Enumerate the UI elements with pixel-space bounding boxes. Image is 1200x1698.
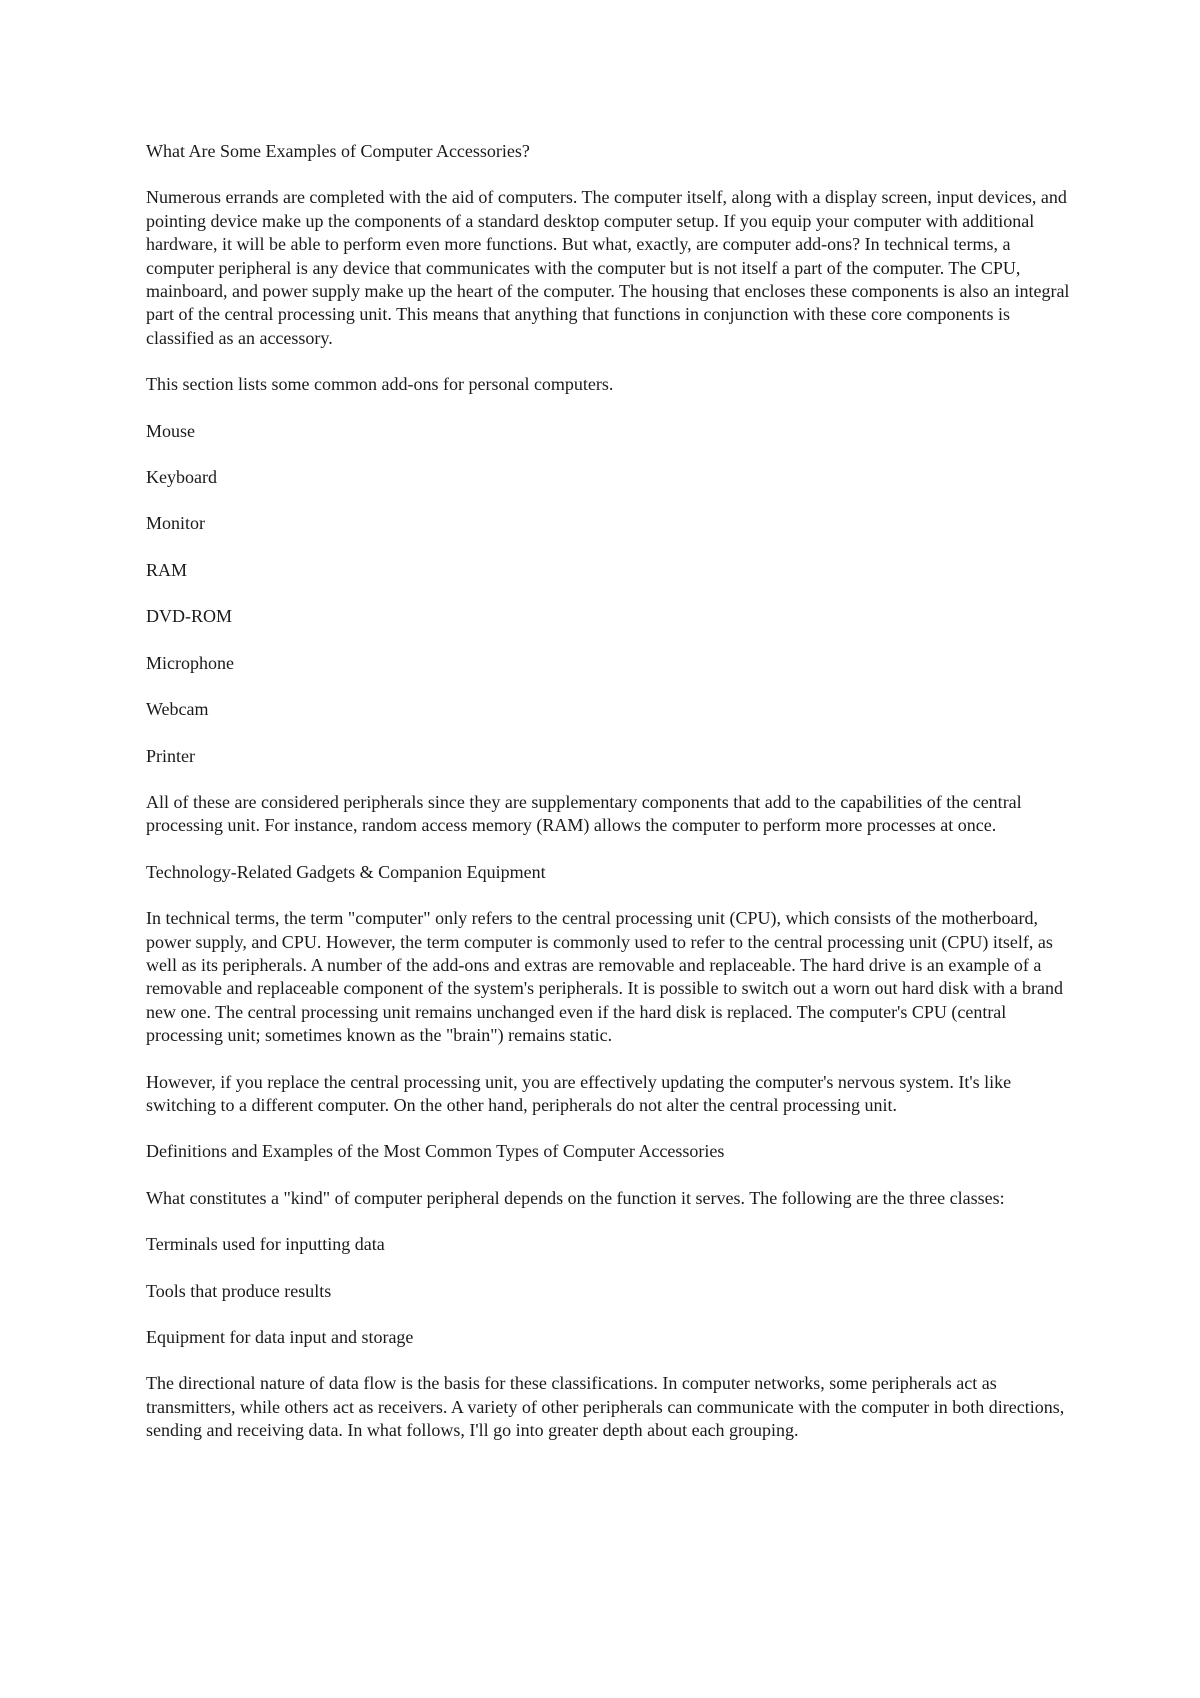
closing-paragraph: The directional nature of data flow is the basis for these classifications. In computer networks, some peripherals act as transmitters, while others act as receivers. A variety of other peripherals can communicate with the computer in both directions, sending and receiving data. In what follows, I'll go into greater depth about each grouping. [146, 1373, 1065, 1441]
section-heading-gadgets: Technology-Related Gadgets & Companion Equipment [146, 861, 546, 882]
addon-item-dvd-rom: DVD-ROM [146, 606, 233, 627]
addon-item-microphone: Microphone [146, 652, 234, 673]
peripherals-paragraph: All of these are considered peripherals since they are supplementary components that add to the capabilities of the central processing unit. For instance, random access memory (RAM) allows the computer to perform more processes at once. [146, 791, 1022, 836]
addon-item-keyboard: Keyboard [146, 467, 217, 488]
cpu-paragraph: In technical terms, the term "computer" only refers to the central processing unit (CPU), which consists of the motherboard, power supply, and CPU. However, the term computer is commonly used to refer to the central processing unit (CPU) itself, as well as its peripherals. A number of the add-ons and extras are removable and replaceable. The hard drive is an example of a removable and replaceable component of the system's peripherals. It is possible to switch out a worn out hard disk with a brand new one. The central processing unit remains unchanged even if the hard disk is replaced. The computer's CPU (central processing unit; sometimes known as the "brain") remains static. [146, 908, 1064, 1046]
replace-paragraph: However, if you replace the central processing unit, you are effectively updating the computer's nervous system. It's like switching to a different computer. On the other hand, peripherals do not alter the central processing unit. [146, 1071, 1012, 1115]
addon-item-monitor: Monitor [146, 513, 206, 534]
intro-paragraph: Numerous errands are completed with the aid of computers. The computer itself, along with a display screen, input devices, and pointing device make up the components of a standard desktop computer setup. If you equip your computer with additional hardware, it will be able to perform even more functions. But what, exactly, are computer add-ons? In technical terms, a computer peripheral is any device that communicates with the computer but is not itself a part of the computer. The CPU, mainboard, and power supply make up the heart of the computer. The housing that encloses these components is also an integral part of the central processing unit. This means that anything that functions in conjunction with these core components is classified as an accessory. [146, 187, 1070, 348]
list-intro-paragraph: This section lists some common add-ons for personal computers. [146, 374, 614, 395]
addon-item-ram: RAM [146, 559, 188, 580]
class-item-output: Tools that produce results [146, 1280, 332, 1301]
addon-item-printer: Printer [146, 745, 195, 766]
document-title: What Are Some Examples of Computer Accessories? [146, 141, 530, 161]
kinds-paragraph: What constitutes a "kind" of computer peripheral depends on the function it serves. The following are the three classes: [146, 1187, 1005, 1208]
addon-item-mouse: Mouse [146, 420, 195, 441]
class-item-storage: Equipment for data input and storage [146, 1327, 414, 1347]
class-item-input: Terminals used for inputting data [146, 1234, 385, 1255]
section-heading-definitions: Definitions and Examples of the Most Common Types of Computer Accessories [146, 1141, 725, 1162]
document-page [146, 140, 1076, 1466]
addon-item-webcam: Webcam [146, 699, 209, 720]
